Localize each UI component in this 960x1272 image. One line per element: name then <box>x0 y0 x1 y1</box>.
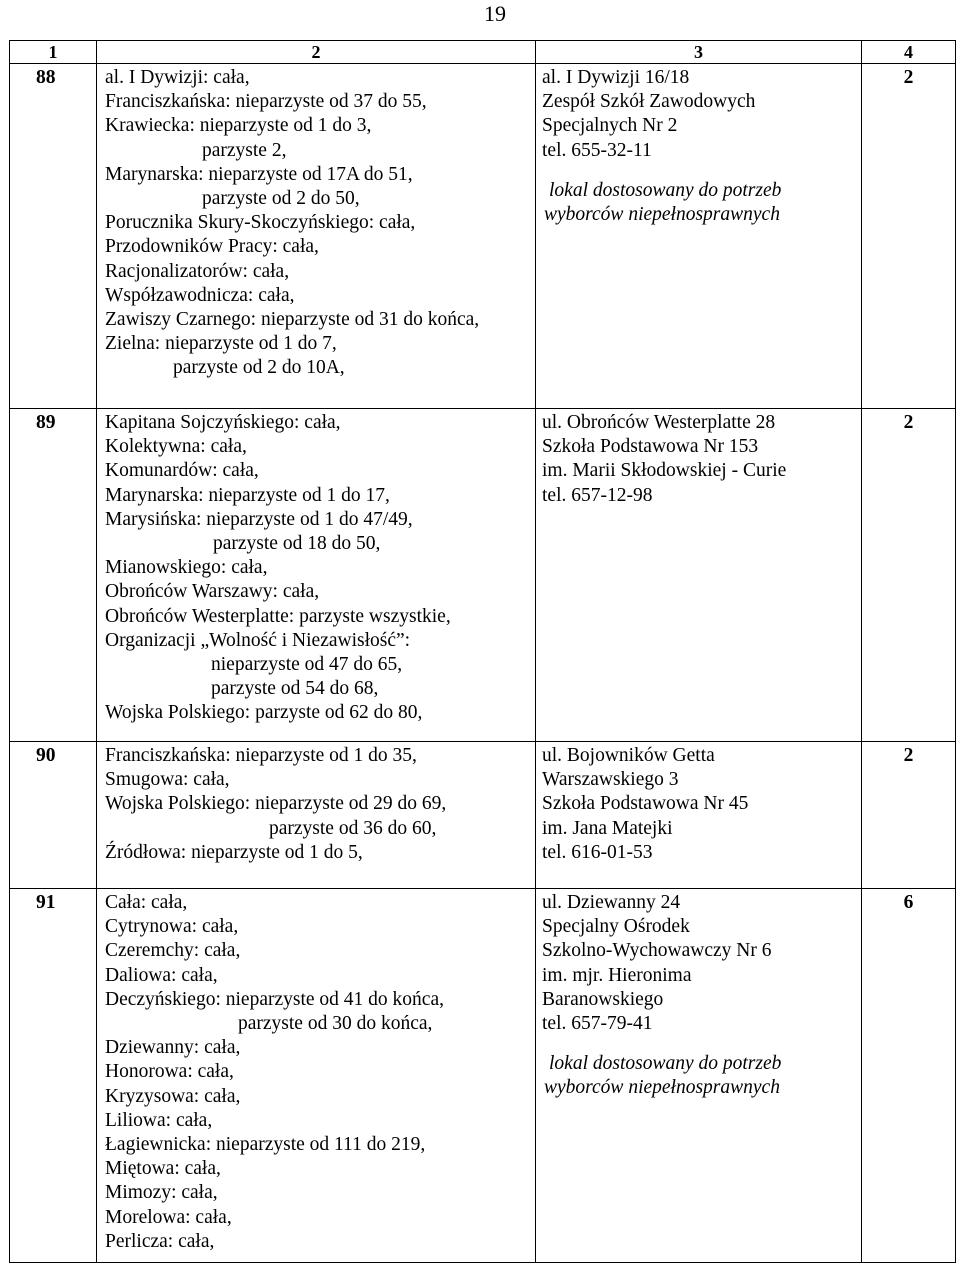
street-line: parzyste od 18 do 50, <box>213 533 381 555</box>
street-line: Marynarska: nieparzyste od 17A do 51, <box>105 163 413 185</box>
street-line: Racjonalizatorów: cała, <box>105 260 290 282</box>
street-line: Obrońców Warszawy: cała, <box>105 581 320 603</box>
street-line: Marynarska: nieparzyste od 1 do 17, <box>105 484 390 506</box>
accessibility-note: lokal dostosowany do potrzeb <box>549 179 782 201</box>
street-line: parzyste od 2 do 10A, <box>173 357 345 379</box>
street-line: Źródłowa: nieparzyste od 1 do 5, <box>105 841 363 863</box>
district-number: 88 <box>10 64 97 409</box>
street-line: parzyste 2, <box>202 139 287 161</box>
column-header: 4 <box>862 41 956 64</box>
street-line: Daliowa: cała, <box>105 964 218 986</box>
column-header: 2 <box>97 41 536 64</box>
street-line: Współzawodnicza: cała, <box>105 284 295 306</box>
street-line: Porucznika Skury-Skoczyńskiego: cała, <box>105 212 416 234</box>
street-line: Kryzysowa: cała, <box>105 1085 241 1107</box>
street-line: parzyste od 54 do 68, <box>211 678 379 700</box>
polling-place <box>536 409 862 742</box>
street-line: Cała: cała, <box>105 892 188 913</box>
polling-place <box>536 64 862 409</box>
place-line: Szkoła Podstawowa Nr 153 <box>542 436 759 458</box>
street-line: Kolektywna: cała, <box>105 436 247 458</box>
column-header: 3 <box>536 41 862 64</box>
street-line: Organizacji „Wolność i Niezawisłość”: <box>105 629 411 651</box>
polling-place <box>536 889 862 1263</box>
district-number: 90 <box>10 742 97 889</box>
place-line: Szkoła Podstawowa Nr 45 <box>542 793 749 815</box>
street-line: parzyste od 36 do 60, <box>269 817 437 839</box>
table-row <box>10 742 956 889</box>
street-line: parzyste od 2 do 50, <box>202 188 360 210</box>
street-line: Łagiewnicka: nieparzyste od 111 do 219, <box>105 1134 426 1156</box>
street-line: Wojska Polskiego: nieparzyste od 29 do 69, <box>105 793 447 815</box>
street-line: Zielna: nieparzyste od 1 do 7, <box>105 333 337 355</box>
place-line: ul. Obrońców Westerplatte 28 <box>542 412 776 433</box>
table-row <box>10 64 956 409</box>
street-line: Zawiszy Czarnego: nieparzyste od 31 do końca, <box>105 309 480 331</box>
street-line: Smugowa: cała, <box>105 769 230 791</box>
page-number: 19 <box>484 1 506 26</box>
district-number: 89 <box>10 409 97 742</box>
street-line: Miętowa: cała, <box>105 1158 221 1180</box>
accessibility-note: wyborców niepełnosprawnych <box>544 1077 780 1099</box>
place-line: Warszawskiego 3 <box>542 769 679 791</box>
place-line: ul. Dziewanny 24 <box>542 892 681 913</box>
street-line: Marysińska: nieparzyste od 1 do 47/49, <box>105 508 413 530</box>
street-line: Perlicza: cała, <box>105 1230 215 1252</box>
place-line: Specjalnych Nr 2 <box>542 115 678 137</box>
street-line: Cytrynowa: cała, <box>105 916 239 938</box>
street-line: parzyste od 30 do końca, <box>238 1013 433 1035</box>
street-line: al. I Dywizji: cała, <box>105 67 250 88</box>
place-line: tel. 657-12-98 <box>542 484 653 506</box>
accessibility-note: wyborców niepełnosprawnych <box>544 204 780 226</box>
place-line: tel. 657-79-41 <box>542 1013 653 1035</box>
street-line: Liliowa: cała, <box>105 1109 213 1131</box>
street-line: Mimozy: cała, <box>105 1182 218 1204</box>
street-line: Wojska Polskiego: parzyste od 62 do 80, <box>105 702 423 724</box>
place-line: ul. Bojowników Getta <box>542 745 715 766</box>
place-line: tel. 616-01-53 <box>542 841 653 863</box>
districts-table <box>9 40 956 1263</box>
street-line: Kapitana Sojczyńskiego: cała, <box>105 412 341 433</box>
accessibility-note: lokal dostosowany do potrzeb <box>549 1053 782 1075</box>
street-line: Komunardów: cała, <box>105 460 259 482</box>
street-line: Dziewanny: cała, <box>105 1037 241 1059</box>
place-line: im. Jana Matejki <box>542 817 673 839</box>
place-line: al. I Dywizji 16/18 <box>542 67 690 88</box>
district-seats: 2 <box>862 742 956 889</box>
place-line: Baranowskiego <box>542 988 664 1010</box>
street-line: Franciszkańska: nieparzyste od 37 do 55, <box>105 91 427 113</box>
district-number: 91 <box>10 889 97 1263</box>
street-line: Deczyńskiego: nieparzyste od 41 do końca, <box>105 988 444 1010</box>
street-line: nieparzyste od 47 do 65, <box>211 654 403 676</box>
district-seats: 2 <box>862 64 956 409</box>
street-line: Obrońców Westerplatte: parzyste wszystkie, <box>105 605 451 627</box>
district-streets <box>97 889 536 1263</box>
place-line: Zespół Szkół Zawodowych <box>542 91 756 113</box>
table-row <box>10 889 956 1263</box>
district-streets <box>97 742 536 889</box>
street-line: Franciszkańska: nieparzyste od 1 do 35, <box>105 745 417 766</box>
district-streets <box>97 409 536 742</box>
place-line: im. mjr. Hieronima <box>542 964 692 986</box>
place-line: Szkolno-Wychowawczy Nr 6 <box>542 940 772 962</box>
place-line: tel. 655-32-11 <box>542 139 652 161</box>
district-seats: 2 <box>862 409 956 742</box>
street-line: Czeremchy: cała, <box>105 940 241 962</box>
street-line: Krawiecka: nieparzyste od 1 do 3, <box>105 115 372 137</box>
district-streets <box>97 64 536 409</box>
place-line: Specjalny Ośrodek <box>542 916 690 938</box>
district-seats: 6 <box>862 889 956 1263</box>
street-line: Przodowników Pracy: cała, <box>105 236 319 258</box>
place-line: im. Marii Skłodowskiej - Curie <box>542 460 787 482</box>
table-row <box>10 409 956 742</box>
street-line: Morelowa: cała, <box>105 1206 232 1228</box>
table-header-row <box>10 41 956 64</box>
polling-place <box>536 742 862 889</box>
column-header: 1 <box>10 41 97 64</box>
street-line: Honorowa: cała, <box>105 1061 234 1083</box>
street-line: Mianowskiego: cała, <box>105 557 268 579</box>
